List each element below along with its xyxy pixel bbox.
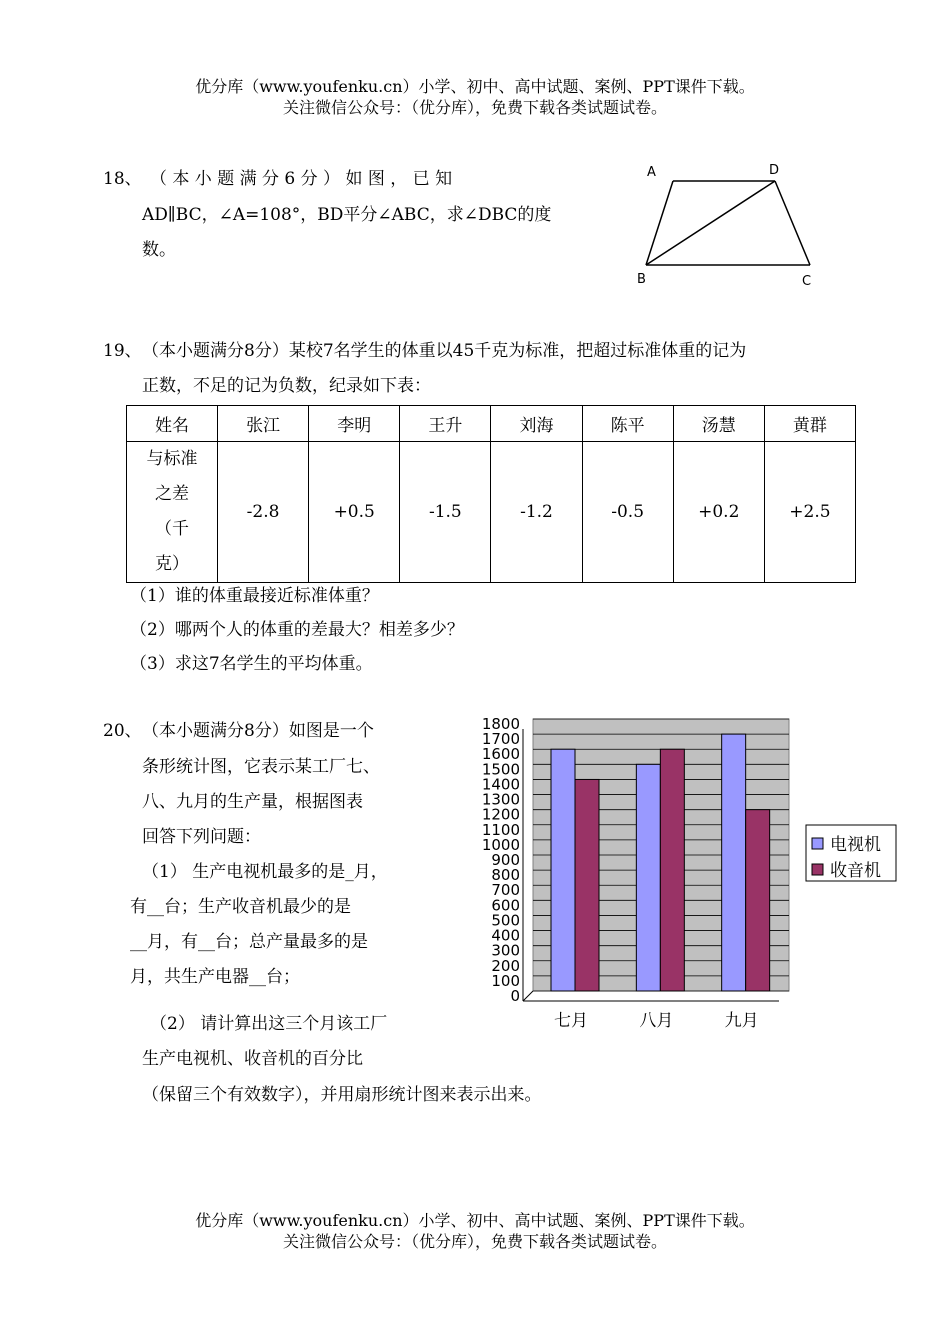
- y-tick-label: 1200: [481, 805, 520, 824]
- q18-line-1: （ 本 小 题 满 分 6 分 ） 如 图 ， 已 知: [150, 169, 453, 189]
- segment-bd: [646, 181, 775, 265]
- x-tick-label: 七月: [554, 1011, 588, 1031]
- y-tick-label: 1800: [481, 715, 520, 733]
- footer-line-1: 优分库（www.youfenku.cn）小学、初中、高中试题、案例、PPT课件下载。: [195, 1211, 755, 1230]
- y-tick-label: 1400: [481, 775, 520, 794]
- q20-line: 月，共生产电器__台；: [130, 967, 300, 987]
- q19-sub-1: （1）谁的体重最接近标准体重？: [130, 586, 379, 606]
- y-tick-label: 0: [510, 987, 520, 1005]
- x-tick-label: 九月: [724, 1011, 759, 1031]
- q20-line: （2） 请计算出这三个月该工厂: [150, 1014, 388, 1034]
- bar-radio: [575, 779, 599, 991]
- table-cell: 王升: [400, 406, 491, 442]
- q20-line: 八、九月的生产量，根据图表: [142, 792, 363, 812]
- table-cell: 汤慧: [673, 406, 764, 442]
- q20-line: （本小题满分8分）如图是一个: [142, 721, 374, 741]
- y-tick-label: 300: [491, 941, 520, 960]
- q20-line: （1） 生产电视机最多的是_月，: [142, 862, 388, 882]
- q19-sub-3: （3）求这7名学生的平均体重。: [130, 654, 373, 674]
- y-tick-label: 900: [491, 851, 520, 869]
- q19-line-1: （本小题满分8分）某校7名学生的体重以45千克为标准，把超过标准体重的记为: [142, 341, 747, 361]
- label-d: D: [769, 163, 780, 178]
- table-cell: -1.5: [400, 442, 491, 583]
- table-header-name: 姓名: [127, 406, 218, 442]
- q20-line: 生产电视机、收音机的百分比: [142, 1049, 363, 1069]
- table-row: [127, 442, 856, 583]
- bar-chart: [465, 705, 905, 1040]
- table-cell: +0.5: [309, 442, 400, 583]
- table-cell: 陈平: [582, 406, 673, 442]
- y-tick-label: 500: [491, 911, 520, 930]
- bar-tv: [551, 749, 575, 991]
- label-c: C: [802, 274, 812, 289]
- q18-line-2: AD∥BC，∠A=108°，BD平分∠ABC，求∠DBC的度: [142, 205, 552, 225]
- segment-dc: [775, 181, 810, 265]
- table-header-diff: [127, 442, 218, 583]
- y-tick-label: 700: [491, 881, 520, 900]
- y-tick-label: 1100: [481, 820, 520, 839]
- table-cell: +0.2: [673, 442, 764, 583]
- bar-radio: [660, 749, 684, 991]
- bar-tv: [636, 764, 660, 991]
- table-cell: +2.5: [764, 442, 855, 583]
- diff-head-line: 克）: [155, 554, 189, 574]
- footer-line-2: 关注微信公众号：（优分库），免费下载各类试题试卷。: [282, 1232, 667, 1251]
- y-tick-label: 1500: [481, 760, 520, 779]
- table-cell: -0.5: [582, 442, 673, 583]
- x-tick-label: 八月: [639, 1011, 674, 1031]
- label-b: B: [637, 272, 646, 287]
- diff-head-line: 之差: [155, 484, 189, 504]
- legend-swatch: [812, 838, 823, 849]
- bar-tv: [722, 734, 746, 991]
- table-row: [127, 406, 856, 442]
- table-cell: 黄群: [764, 406, 855, 442]
- diff-head-line: （千: [155, 519, 189, 539]
- y-tick-label: 800: [491, 866, 520, 885]
- table-cell: 张江: [218, 406, 309, 442]
- legend-label: 收音机: [830, 861, 881, 881]
- label-a: A: [647, 165, 656, 180]
- y-tick-label: 600: [491, 896, 520, 915]
- table-cell: -1.2: [491, 442, 582, 583]
- q20-line: __月，有__台；总产量最多的是: [130, 932, 368, 952]
- q20-line: （保留三个有效数字），并用扇形统计图来表示出来。: [142, 1085, 542, 1105]
- header-line-1: 优分库（www.youfenku.cn）小学、初中、高中试题、案例、PPT课件下载。: [195, 77, 755, 96]
- y-tick-label: 1700: [481, 730, 520, 749]
- q18-line-3: 数。: [142, 240, 176, 260]
- q19-number: 19、: [103, 341, 142, 361]
- y-tick-label: 400: [491, 926, 520, 945]
- y-tick-label: 1000: [481, 835, 520, 854]
- q20-number: 20、: [103, 721, 142, 741]
- table-cell: 刘海: [491, 406, 582, 442]
- segment-ab: [646, 181, 673, 265]
- header-line-2: 关注微信公众号：（优分库），免费下载各类试题试卷。: [282, 98, 667, 117]
- table-cell: 李明: [309, 406, 400, 442]
- y-tick-label: 1300: [481, 790, 520, 809]
- weight-table: [126, 405, 856, 583]
- q20-line: 有__台；生产收音机最少的是: [130, 897, 351, 917]
- legend-swatch: [812, 864, 823, 875]
- q18-number: 18、: [103, 169, 142, 189]
- q19-sub-2: （2）哪两个人的体重的差最大？相差多少？: [130, 620, 464, 640]
- y-tick-label: 200: [491, 956, 520, 975]
- y-tick-label: 100: [491, 971, 520, 990]
- bar-radio: [746, 810, 770, 991]
- diff-head-line: 与标准: [146, 449, 198, 469]
- table-cell: -2.8: [218, 442, 309, 583]
- q20-line: 条形统计图，它表示某工厂七、: [142, 757, 380, 777]
- floor-edge: [523, 991, 533, 1001]
- y-tick-label: 1600: [481, 745, 520, 764]
- legend-label: 电视机: [830, 835, 881, 855]
- q19-line-2: 正数，不足的记为负数，纪录如下表：: [142, 376, 431, 396]
- q20-line: 回答下列问题：: [142, 827, 261, 847]
- trapezoid-figure: [630, 158, 820, 293]
